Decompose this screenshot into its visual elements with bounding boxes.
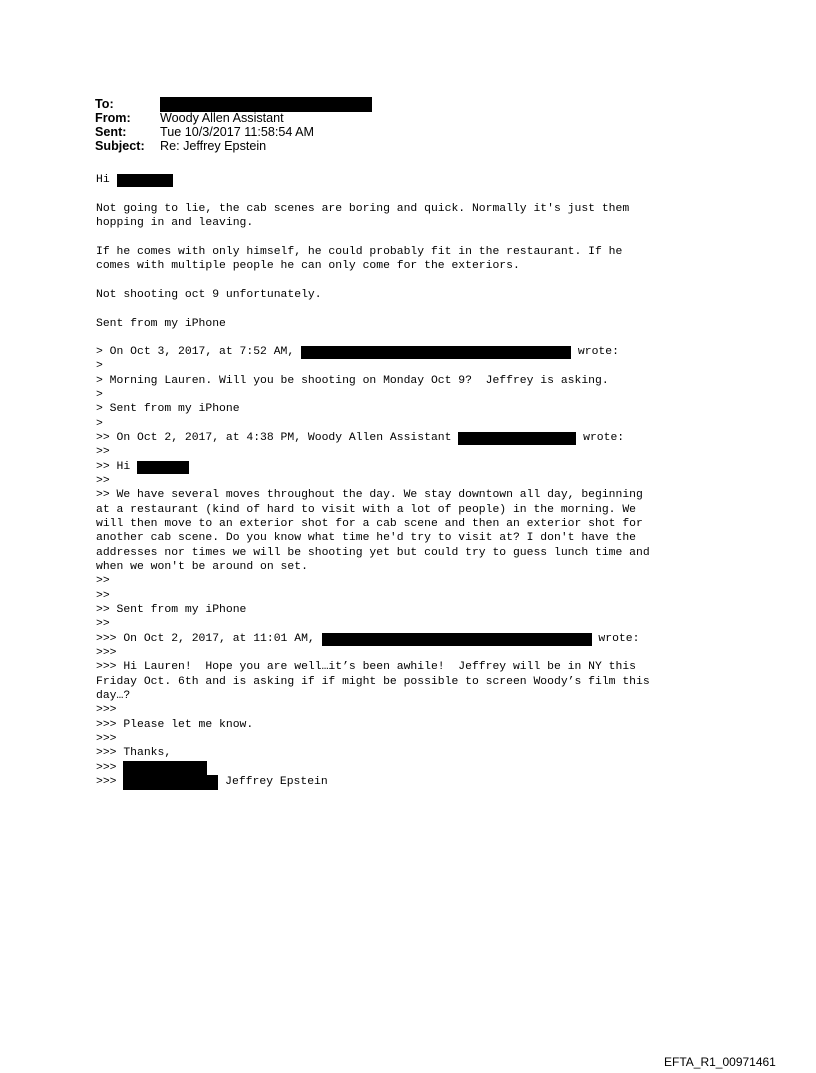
sent-label: Sent: bbox=[95, 125, 127, 139]
quote-text: >> We have several moves throughout the day. We stay downtown all day, beginning bbox=[96, 489, 643, 501]
quote-text: >> bbox=[96, 618, 110, 630]
wrote-text: wrote: bbox=[576, 432, 625, 444]
quote-line bbox=[96, 746, 171, 760]
redaction-box bbox=[117, 174, 173, 187]
quote-attribution bbox=[96, 632, 639, 646]
attribution-text: > On Oct 3, 2017, at 7:52 AM, bbox=[96, 346, 302, 358]
quote-line bbox=[96, 761, 207, 775]
quote-text: addresses nor times we will be shooting yet but could try to guess lunch time and bbox=[96, 547, 650, 559]
body-text: If he comes with only himself, he could probably fit in the restaurant. If he bbox=[96, 246, 623, 258]
quote-line bbox=[96, 718, 253, 732]
quote-line bbox=[96, 660, 636, 674]
quote-text: >> bbox=[96, 590, 110, 602]
greeting-text: Hi bbox=[96, 174, 117, 186]
redaction-box bbox=[322, 633, 592, 646]
quote-text: >>> bbox=[96, 776, 124, 788]
quote-text: >> Hi bbox=[96, 461, 138, 473]
quote-text: > bbox=[96, 418, 103, 430]
quote-text: >>> Hi Lauren! Hope you are well…it’s been awhile! Jeffrey will be in NY this bbox=[96, 661, 637, 673]
redaction-box bbox=[301, 346, 571, 359]
quote-line bbox=[96, 775, 328, 789]
quote-text: day…? bbox=[96, 690, 131, 702]
from-value: Woody Allen Assistant bbox=[160, 111, 284, 125]
quote-text: at a restaurant (kind of hard to visit with a lot of people) in the morning. We bbox=[96, 504, 637, 516]
quote-text: will then move to an exterior shot for a cab scene and then an exterior shot for bbox=[96, 518, 643, 530]
quote-text: >> bbox=[96, 575, 110, 587]
quote-line bbox=[96, 517, 643, 531]
quote-text: >>> Please let me know. bbox=[96, 719, 254, 731]
body-text: hopping in and leaving. bbox=[96, 217, 254, 229]
quote-line bbox=[96, 474, 110, 488]
body-line bbox=[96, 259, 520, 273]
quote-line bbox=[96, 560, 308, 574]
quote-line bbox=[96, 689, 130, 703]
body-line bbox=[96, 216, 253, 230]
quote-line bbox=[96, 732, 117, 746]
quote-text: > bbox=[96, 360, 103, 372]
attribution-text: >>> On Oct 2, 2017, at 11:01 AM, bbox=[96, 633, 322, 645]
greeting-line bbox=[96, 173, 173, 187]
attribution-text: >> On Oct 2, 2017, at 4:38 PM, Woody Allen Assistant bbox=[96, 432, 459, 444]
quote-attribution bbox=[96, 431, 624, 445]
quote-text: Friday Oct. 6th and is asking if if might be possible to screen Woody’s film this bbox=[96, 676, 650, 688]
redaction-box bbox=[458, 432, 576, 445]
quote-line bbox=[96, 402, 240, 416]
quote-line bbox=[96, 617, 110, 631]
from-row bbox=[95, 111, 372, 125]
quote-text: >> Sent from my iPhone bbox=[96, 604, 247, 616]
quote-text: >>> bbox=[96, 704, 117, 716]
quote-text: >>> Thanks, bbox=[96, 747, 172, 759]
email-header bbox=[95, 97, 372, 153]
quote-line bbox=[96, 460, 189, 474]
quote-line bbox=[96, 388, 103, 402]
signature-line bbox=[96, 317, 226, 331]
quote-text: > bbox=[96, 389, 103, 401]
redaction-box bbox=[137, 461, 189, 474]
quote-line bbox=[96, 703, 117, 717]
quote-line bbox=[96, 417, 103, 431]
quote-line bbox=[96, 574, 110, 588]
signature-text: Sent from my iPhone bbox=[96, 318, 226, 330]
subject-label: Subject: bbox=[95, 139, 145, 153]
quote-text: >> bbox=[96, 475, 110, 487]
quote-line bbox=[96, 445, 110, 459]
body-text: Not shooting oct 9 unfortunately. bbox=[96, 289, 322, 301]
subject-value: Re: Jeffrey Epstein bbox=[160, 139, 267, 153]
from-label: From: bbox=[95, 111, 131, 125]
redaction-box bbox=[160, 97, 372, 112]
sent-row bbox=[95, 125, 372, 139]
redaction-box bbox=[123, 775, 218, 790]
quote-text: >>> bbox=[96, 733, 117, 745]
quote-attribution bbox=[96, 345, 619, 359]
document-id: EFTA_R1_00971461 bbox=[664, 1055, 776, 1069]
body-line bbox=[96, 288, 322, 302]
quote-line bbox=[96, 503, 636, 517]
quote-line bbox=[96, 675, 650, 689]
body-line bbox=[96, 202, 629, 216]
quote-line bbox=[96, 546, 650, 560]
quote-text: >> bbox=[96, 446, 110, 458]
quote-text: >>> bbox=[96, 647, 117, 659]
subject-row bbox=[95, 139, 372, 153]
quote-text: Jeffrey Epstein bbox=[218, 776, 328, 788]
quote-text: > Morning Lauren. Will you be shooting on Monday Oct 9? Jeffrey is asking. bbox=[96, 375, 609, 387]
to-row bbox=[95, 97, 372, 111]
body-line bbox=[96, 245, 622, 259]
sent-value: Tue 10/3/2017 11:58:54 AM bbox=[160, 125, 315, 139]
body-text: Not going to lie, the cab scenes are boring and quick. Normally it's just them bbox=[96, 203, 630, 215]
quote-line bbox=[96, 589, 110, 603]
quote-text: another cab scene. Do you know what time he'd try to visit at? I don't have the bbox=[96, 532, 637, 544]
quote-text: when we won't be around on set. bbox=[96, 561, 308, 573]
quote-line bbox=[96, 374, 609, 388]
quote-line bbox=[96, 488, 643, 502]
quote-line bbox=[96, 531, 636, 545]
quote-text: >>> bbox=[96, 762, 117, 774]
redaction-box bbox=[123, 761, 207, 775]
to-label: To: bbox=[95, 97, 114, 111]
body-text: comes with multiple people he can only come for the exteriors. bbox=[96, 260, 520, 272]
wrote-text: wrote: bbox=[591, 633, 640, 645]
quote-line bbox=[96, 646, 117, 660]
quote-text: > Sent from my iPhone bbox=[96, 403, 240, 415]
quote-line bbox=[96, 603, 246, 617]
wrote-text: wrote: bbox=[571, 346, 619, 358]
quote-line bbox=[96, 359, 103, 373]
